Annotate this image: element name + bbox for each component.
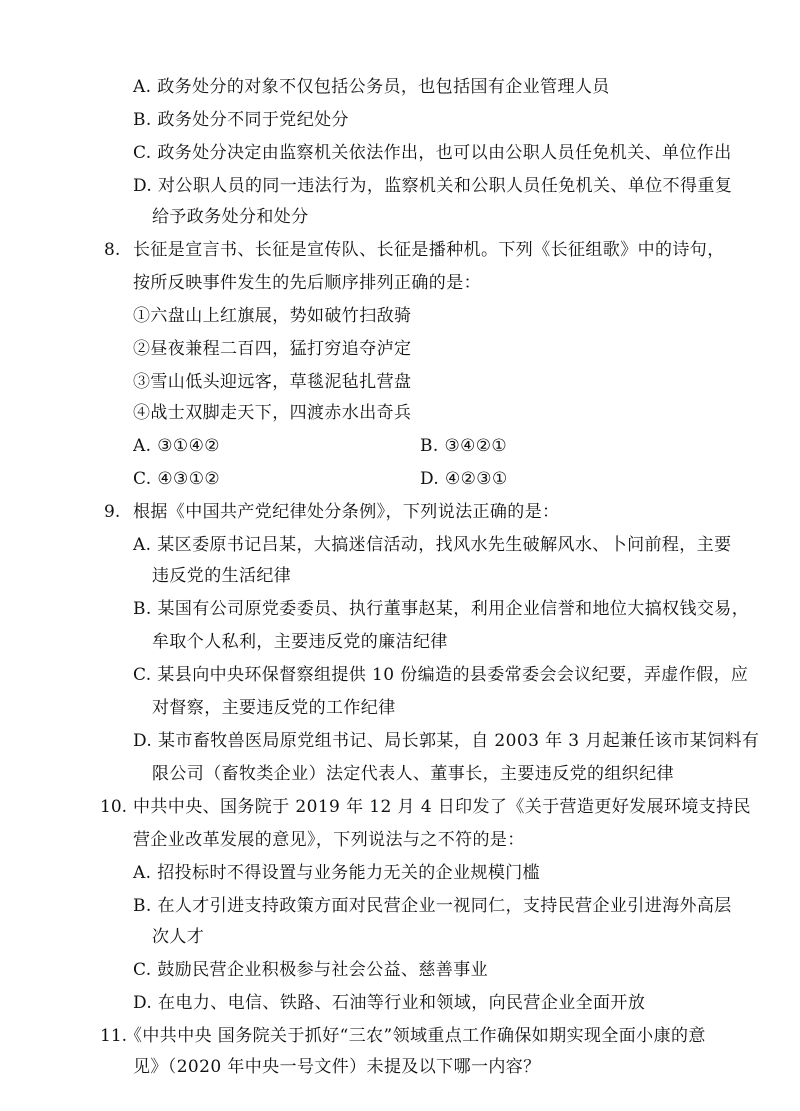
q7-option-a: A. 政务处分的对象不仅包括公务员，也包括国有企业管理人员 bbox=[133, 77, 610, 97]
q8-item-1: ①六盘山上红旗展，势如破竹扫敌骑 bbox=[133, 306, 412, 326]
q9-option-d-line1: D. 某市畜牧兽医局原党组书记、局长郭某，自 2003 年 3 月起兼任该市某饲料有 bbox=[133, 731, 760, 751]
q10-stem-line2: 营企业改革发展的意见》，下列说法与之不符的是： bbox=[133, 830, 525, 850]
q9-option-c-line2: 对督察，主要违反党的工作纪律 bbox=[152, 698, 396, 718]
q8-option-b: B. ③④②① bbox=[420, 436, 508, 456]
q10-option-b-line1: B. 在人才引进支持政策方面对民营企业一视同仁，支持民营企业引进海外高层 bbox=[133, 896, 732, 916]
q10-number: 10. bbox=[100, 797, 128, 817]
q7-option-d-line1: D. 对公职人员的同一违法行为，监察机关和公职人员任免机关、单位不得重复 bbox=[133, 176, 733, 196]
q7-option-b: B. 政务处分不同于党纪处分 bbox=[133, 110, 349, 130]
q10-stem-line1: 中共中央、国务院于 2019 年 12 月 4 日印发了《关于营造更好发展环境支持民 bbox=[133, 797, 751, 817]
q8-stem-line2: 按所反映事件发生的先后顺序排列正确的是： bbox=[133, 273, 481, 293]
q8-item-4: ④战士双脚走天下，四渡赤水出奇兵 bbox=[133, 403, 412, 423]
q8-option-d: D. ④②③① bbox=[420, 469, 508, 489]
q9-option-d-line2: 限公司（畜牧类企业）法定代表人、董事长，主要违反党的组织纪律 bbox=[152, 764, 674, 784]
q9-option-b-line2: 牟取个人私利，主要违反党的廉洁纪律 bbox=[152, 632, 448, 652]
q9-option-a-line1: A. 某区委原书记吕某，大搞迷信活动，找风水先生破解风水、卜问前程，主要 bbox=[133, 535, 732, 555]
q10-option-a: A. 招投标时不得设置与业务能力无关的企业规模门槛 bbox=[133, 863, 541, 883]
q11-stem-line1: 《中共中央 国务院关于抓好“三农”领域重点工作确保如期实现全面小康的意 bbox=[125, 1026, 706, 1046]
q7-option-d-line2: 给予政务处分和处分 bbox=[152, 207, 309, 227]
q10-option-b-line2: 次人才 bbox=[152, 927, 205, 947]
q10-option-d: D. 在电力、电信、铁路、石油等行业和领域，向民营企业全面开放 bbox=[133, 993, 646, 1013]
q8-item-3: ③雪山低头迎远客，草毯泥毡扎营盘 bbox=[133, 372, 412, 392]
q9-option-c-line1: C. 某县向中央环保督察组提供 10 份编造的县委常委会会议纪要，弄虚作假，应 bbox=[133, 665, 749, 685]
q8-item-2: ②昼夜兼程二百四，猛打穷追夺泸定 bbox=[133, 339, 412, 359]
q10-option-c: C. 鼓励民营企业积极参与社会公益、慈善事业 bbox=[133, 960, 489, 980]
q8-option-a: A. ③①④② bbox=[133, 436, 220, 456]
q8-stem-line1: 长征是宣言书、长征是宣传队、长征是播种机。下列《长征组歌》中的诗句， bbox=[133, 240, 725, 260]
q8-number: 8. bbox=[104, 240, 121, 260]
q8-option-c: C. ④③①② bbox=[133, 469, 220, 489]
q11-stem-line2: 见》（2020 年中央一号文件）未提及以下哪一内容？ bbox=[133, 1057, 541, 1077]
q11-number: 11. bbox=[100, 1026, 128, 1046]
q9-number: 9. bbox=[104, 502, 121, 522]
q9-option-b-line1: B. 某国有公司原党委委员、执行董事赵某，利用企业信誉和地位大搞权钱交易， bbox=[133, 599, 750, 619]
q9-stem: 根据《中国共产党纪律处分条例》，下列说法正确的是： bbox=[133, 502, 560, 522]
q7-option-c: C. 政务处分决定由监察机关依法作出，也可以由公职人员任免机关、单位作出 bbox=[133, 143, 732, 163]
q9-option-a-line2: 违反党的生活纪律 bbox=[152, 566, 292, 586]
